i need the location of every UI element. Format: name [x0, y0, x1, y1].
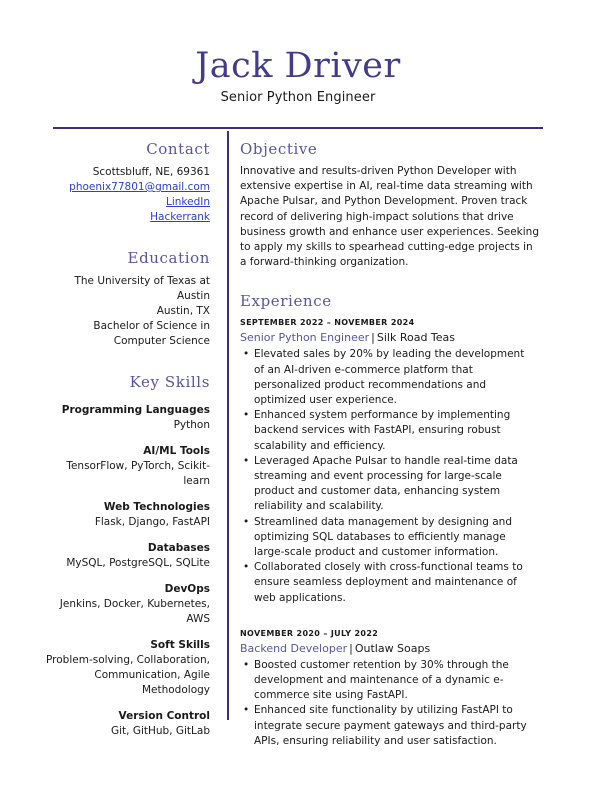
- experience-bullet-list: [240, 347, 550, 605]
- experience-separator: |: [371, 331, 375, 345]
- education-degree-line-2: Computer Science: [113, 335, 210, 347]
- skill-group-soft-skills: [40, 638, 210, 698]
- skill-label: Version Control: [118, 710, 210, 722]
- experience-role-line: [240, 641, 550, 657]
- contact-email-link[interactable]: phoenix77801@gmail.com: [69, 181, 210, 193]
- experience-company: Silk Road Teas: [376, 331, 456, 345]
- list-item: • Streamlined data management by designing and optimizing SQL databases to efficiently manage large-scale product and customer information.: [240, 515, 536, 561]
- skill-label: Soft Skills: [150, 639, 210, 651]
- list-item: • Boosted customer retention by 30% through the development and maintenance of a dynamic e-commerce site using FastAPI.: [240, 658, 536, 704]
- skill-value: Problem-solving, Collaboration, Communication, Agile Methodology: [46, 654, 210, 696]
- experience-heading: Experience: [240, 292, 332, 311]
- list-item: • Enhanced site functionality by utilizing FastAPI to integrate secure payment gateways and third-party APIs, ensuring reliability and user satisfaction.: [240, 703, 536, 749]
- experience-bullet-list: [240, 658, 550, 749]
- education-degree-line-1: Bachelor of Science in: [93, 320, 210, 332]
- skill-group-ai-ml-tools: [40, 444, 210, 489]
- sidebar: [40, 140, 210, 739]
- contact-linkedin-link[interactable]: LinkedIn: [165, 196, 210, 208]
- skill-label: AI/ML Tools: [143, 445, 210, 457]
- list-item: • Collaborated closely with cross-functional teams to ensure seamless deployment and maintenance of web applications.: [240, 560, 536, 606]
- list-item: • Elevated sales by 20% by leading the development of an AI-driven e-commerce platform that personalized product recommendations and optimized user experience.: [240, 347, 536, 408]
- objective-body: Innovative and results-driven Python Developer with extensive expertise in AI, real-time data streaming with Apache Pulsar, and Python Development. Proven track record of delivering high-impact solutions that drive business growth and enhance user experiences. Seeking to apply my skills to spearhead cutting-edge projects in a forward-thinking organization.: [240, 165, 539, 269]
- skill-value: MySQL, PostgreSQL, SQLite: [66, 557, 210, 569]
- header-subtitle: Senior Python Engineer: [220, 90, 376, 105]
- experience-dates: SEPTEMBER 2022 – NOVEMBER 2024: [240, 318, 415, 328]
- skill-value: Flask, Django, FastAPI: [94, 516, 210, 528]
- skill-group-databases: [40, 541, 210, 571]
- main-content: [240, 140, 550, 761]
- skill-group-programming-languages: [40, 403, 210, 433]
- header-divider: [53, 127, 543, 129]
- page-title: Jack Driver: [195, 46, 401, 86]
- experience-company: Outlaw Soaps: [354, 641, 431, 655]
- education-location: Austin, TX: [156, 305, 210, 317]
- skill-group-devops: [40, 582, 210, 627]
- contact-heading: Contact: [146, 140, 210, 158]
- skill-value: Jenkins, Docker, Kubernetes, AWS: [59, 598, 210, 625]
- skill-label: DevOps: [164, 583, 210, 595]
- objective-heading: Objective: [240, 140, 318, 158]
- experience-entry: [240, 627, 550, 749]
- skill-label: Databases: [147, 542, 210, 554]
- skill-group-web-technologies: [40, 500, 210, 530]
- education-school: The University of Texas at Austin: [74, 275, 210, 302]
- experience-dates: NOVEMBER 2020 – JULY 2022: [240, 628, 379, 638]
- key-skills-heading: Key Skills: [129, 373, 210, 391]
- skill-value: Python: [173, 419, 210, 431]
- skill-label: Web Technologies: [103, 501, 210, 513]
- contact-hackerrank-link[interactable]: Hackerrank: [150, 211, 210, 223]
- list-item: • Enhanced system performance by implementing backend services with FastAPI, ensuring robust scalability and efficiency.: [240, 408, 536, 454]
- experience-role: Backend Developer: [240, 641, 348, 655]
- skill-group-version-control: [40, 709, 210, 739]
- experience-role: Senior Python Engineer: [240, 331, 370, 345]
- column-divider: [227, 131, 229, 720]
- list-item: • Leveraged Apache Pulsar to handle real-time data streaming and event processing for large-scale product and customer data, enhancing system reliability and scalability.: [240, 454, 536, 515]
- skill-value: TensorFlow, PyTorch, Scikit-learn: [66, 460, 210, 487]
- experience-separator: |: [349, 641, 353, 655]
- experience-entry: [240, 316, 550, 605]
- experience-role-line: [240, 330, 550, 346]
- skill-value: Git, GitHub, GitLab: [110, 725, 210, 737]
- resume-header: [53, 46, 543, 107]
- section-spacer: [240, 618, 550, 627]
- contact-location: Scottsbluff, NE, 69361: [92, 166, 210, 178]
- education-heading: Education: [127, 249, 210, 267]
- skill-label: Programming Languages: [61, 404, 210, 416]
